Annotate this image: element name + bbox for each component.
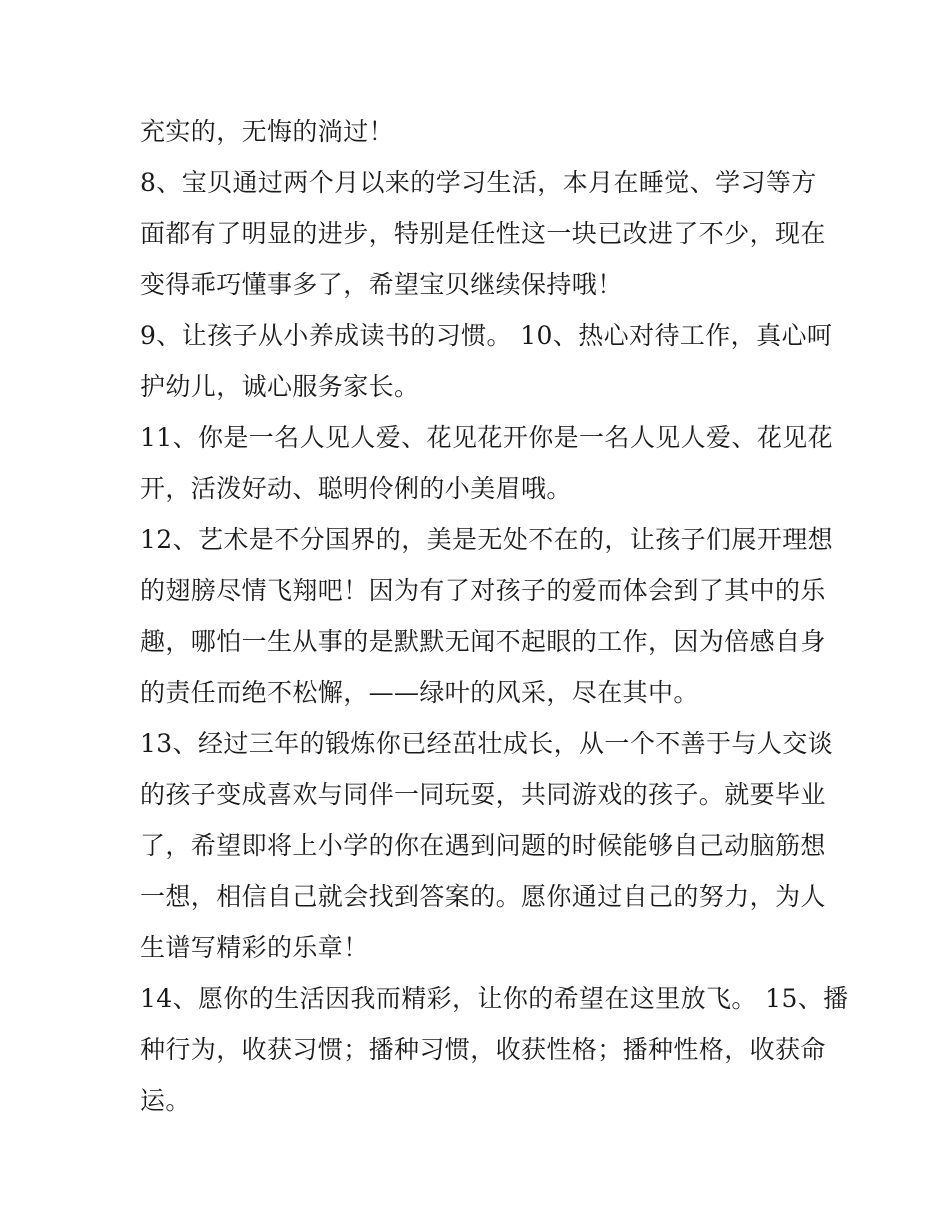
text-line: 种行为，收获习惯；播种习惯，收获性格；播种性格，收获命: [140, 1035, 826, 1064]
text-line: 了，希望即将上小学的你在遇到问题的时候能够自己动脑筋想: [140, 831, 826, 860]
text-line: 8、宝贝通过两个月以来的学习生活，本月在睡觉、学习等方: [140, 168, 817, 197]
text-line: 生谱写精彩的乐章！: [140, 933, 369, 962]
text-line: 的翅膀尽情飞翔吧！因为有了对孩子的爱而体会到了其中的乐: [140, 576, 826, 605]
text-line: 11、你是一名人见人爱、花见花开你是一名人见人爱、花见花: [140, 423, 834, 452]
text-line: 一想，相信自己就会找到答案的。愿你通过自己的努力，为人: [140, 882, 826, 911]
text-line: 护幼儿，诚心服务家长。: [140, 372, 420, 401]
text-line: 的孩子变成喜欢与同伴一同玩耍，共同游戏的孩子。就要毕业: [140, 780, 826, 809]
text-line: 趣，哪怕一生从事的是默默无闻不起眼的工作，因为倍感自身: [140, 627, 826, 656]
text-line: 充实的，无悔的淌过！: [140, 117, 395, 146]
text-line: 12、艺术是不分国界的，美是无处不在的，让孩子们展开理想: [140, 525, 834, 554]
text-line: 变得乖巧懂事多了，希望宝贝继续保持哦！: [140, 270, 623, 299]
text-line: 面都有了明显的进步，特别是任性这一块已改进了不少，现在: [140, 219, 826, 248]
text-line: 运。: [140, 1086, 191, 1115]
text-line: 13、经过三年的锻炼你已经茁壮成长，从一个不善于与人交谈: [140, 729, 834, 758]
text-line: 14、愿你的生活因我而精彩，让你的希望在这里放飞。 15、播: [140, 984, 849, 1013]
text-line: 的责任而绝不松懈，——绿叶的风采，尽在其中。: [140, 678, 699, 707]
body-text: [140, 106, 849, 1126]
text-line: 9、让孩子从小养成读书的习惯。 10、热心对待工作，真心呵: [140, 321, 833, 350]
text-line: 开，活泼好动、聪明伶俐的小美眉哦。: [140, 474, 572, 503]
